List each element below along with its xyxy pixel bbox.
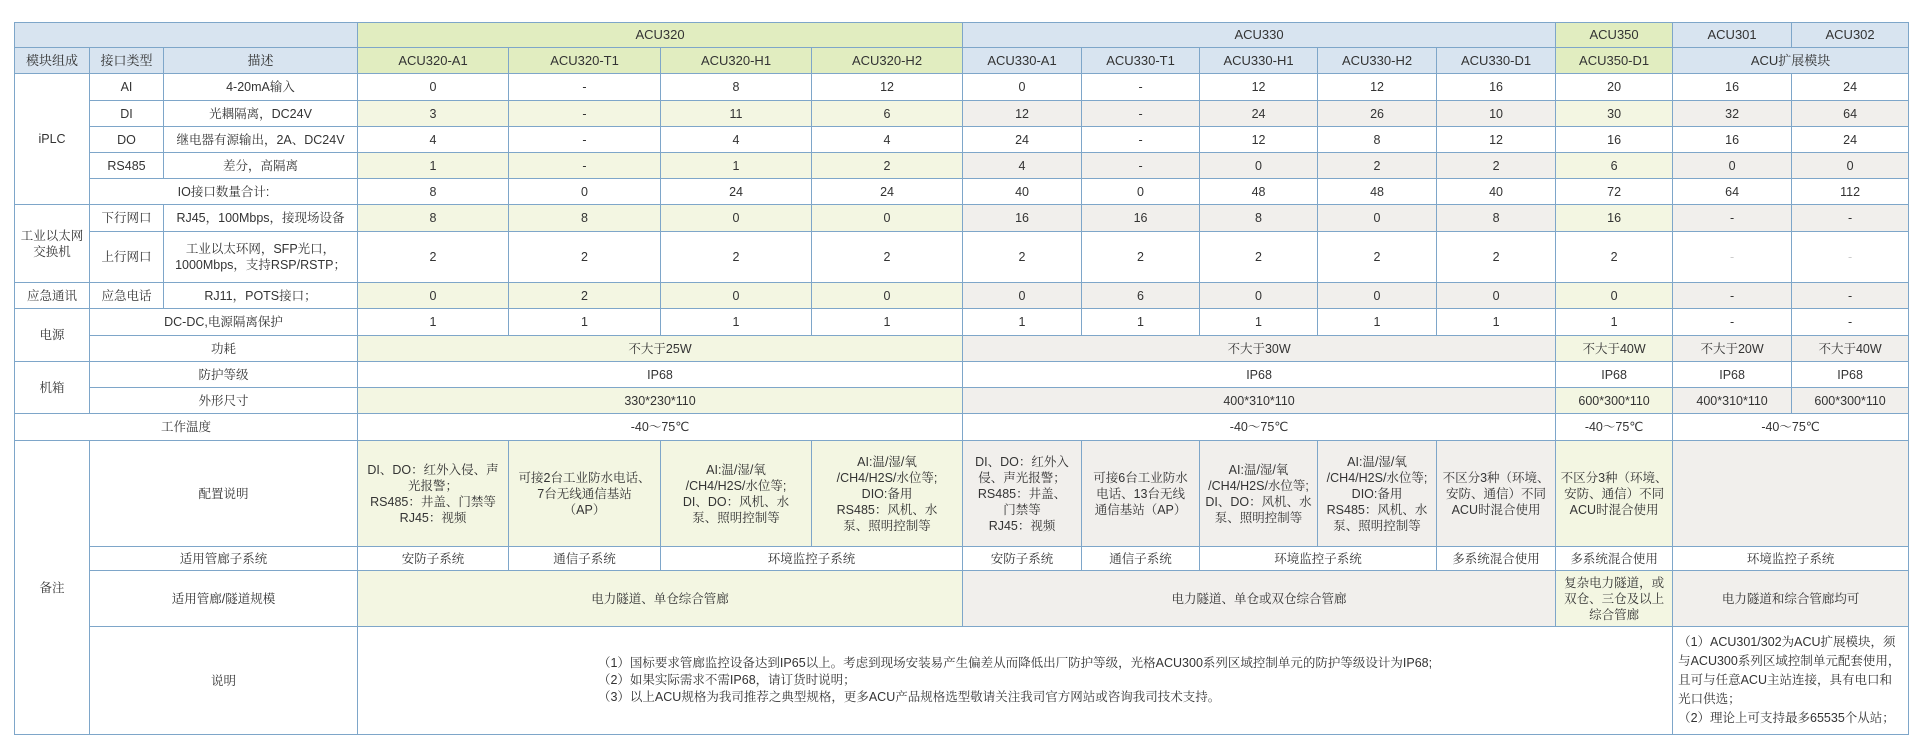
acu320-cell: -40～75℃	[358, 414, 963, 441]
value-cell: -	[1673, 309, 1792, 336]
table-cell: 适用管廊子系统	[90, 547, 358, 571]
value-cell: 1	[358, 309, 509, 336]
config-cell: 可接6台工业防水 电话、13台无线 通信基站（AP）	[1082, 441, 1200, 547]
table-cell: RS485	[90, 153, 164, 179]
value-cell: 2	[1437, 153, 1556, 179]
value-cell: 1	[1200, 309, 1318, 336]
value-cell: 11	[661, 101, 812, 127]
value-cell: 16	[1556, 127, 1673, 153]
acu302-cell: 不大于40W	[1792, 336, 1909, 362]
value-cell: -	[1792, 205, 1909, 232]
acu330-cell: 400*310*110	[963, 388, 1556, 414]
acu350-cell: IP68	[1556, 362, 1673, 388]
table-cell: 安防子系统	[358, 547, 509, 571]
table-row	[15, 627, 1909, 735]
value-cell: 1	[812, 309, 963, 336]
value-cell: 1	[1437, 309, 1556, 336]
value-cell: 16	[1556, 205, 1673, 232]
value-cell: 40	[1437, 179, 1556, 205]
table-row	[15, 336, 1909, 362]
value-cell: 12	[1200, 127, 1318, 153]
table-row	[15, 179, 1909, 205]
value-cell: 16	[963, 205, 1082, 232]
acu350-cell: 复杂电力隧道，或双仓、三仓及以上综合管廊	[1556, 571, 1673, 627]
column-header: ACU扩展模块	[1673, 48, 1909, 74]
model-header: ACU330-A1	[963, 48, 1082, 74]
value-cell: 24	[1200, 101, 1318, 127]
table-cell: 多系统混合使用	[1437, 547, 1556, 571]
value-cell: 1	[1318, 309, 1437, 336]
value-cell: 2	[1318, 153, 1437, 179]
config-cell: AI:温/湿/氧 /CH4/H2S/水位等; DIO:备用 RS485：风机、水 泵、照明控制等	[812, 441, 963, 547]
value-cell: 24	[812, 179, 963, 205]
header-row	[15, 48, 1909, 74]
value-cell: 1	[963, 309, 1082, 336]
value-cell: 12	[812, 74, 963, 101]
value-cell: 24	[1792, 127, 1909, 153]
value-cell: -	[1673, 232, 1792, 283]
value-cell: 2	[509, 232, 661, 283]
acu350-cell: 不大于40W	[1556, 336, 1673, 362]
table-cell: 环境监控子系统	[1673, 547, 1909, 571]
value-cell: 0	[1318, 283, 1437, 309]
value-cell: 8	[661, 74, 812, 101]
value-cell: 16	[1673, 127, 1792, 153]
model-header: ACU320-A1	[358, 48, 509, 74]
value-cell: 0	[1437, 283, 1556, 309]
value-cell: 2	[661, 232, 812, 283]
column-header: 接口类型	[90, 48, 164, 74]
value-cell: 8	[358, 205, 509, 232]
table-cell: IO接口数量合计:	[90, 179, 358, 205]
value-cell: 6	[1082, 283, 1200, 309]
value-cell: 1	[509, 309, 661, 336]
model-header: ACU330-T1	[1082, 48, 1200, 74]
header-row	[15, 23, 1909, 48]
table-cell: 差分，高隔离	[164, 153, 358, 179]
value-cell: 16	[1673, 74, 1792, 101]
value-cell: 2	[358, 232, 509, 283]
value-cell: 2	[1556, 232, 1673, 283]
table-cell: RJ11，POTS接口；	[164, 283, 358, 309]
group-label: 备注	[15, 441, 90, 735]
value-cell: 8	[1318, 127, 1437, 153]
model-header: ACU330-H2	[1318, 48, 1437, 74]
value-cell: 64	[1792, 101, 1909, 127]
table-cell: 环境监控子系统	[661, 547, 963, 571]
acu330-cell: 不大于30W	[963, 336, 1556, 362]
table-cell: 配置说明	[90, 441, 358, 547]
value-cell: 40	[963, 179, 1082, 205]
table-row	[15, 153, 1909, 179]
model-header: ACU320-H1	[661, 48, 812, 74]
value-cell: 12	[1200, 74, 1318, 101]
value-cell: -	[1082, 74, 1200, 101]
value-cell: 0	[963, 283, 1082, 309]
value-cell: -	[509, 101, 661, 127]
expansion-cell: -40～75℃	[1673, 414, 1909, 441]
value-cell: 0	[661, 283, 812, 309]
config-cell: 可接2台工业防水电话、 7台无线通信基站 （AP）	[509, 441, 661, 547]
table-cell: 工业以太环网，SFP光口， 1000Mbps，支持RSP/RSTP；	[164, 232, 358, 283]
value-cell: 0	[1318, 205, 1437, 232]
group-label: 机箱	[15, 362, 90, 414]
value-cell: 32	[1673, 101, 1792, 127]
model-header: ACU320-H2	[812, 48, 963, 74]
value-cell: 2	[1082, 232, 1200, 283]
group-acu350: ACU350	[1556, 23, 1673, 48]
value-cell: -	[1792, 309, 1909, 336]
value-cell: 2	[1437, 232, 1556, 283]
value-cell: 1	[1556, 309, 1673, 336]
table-cell: DC-DC,电源隔离保护	[90, 309, 358, 336]
value-cell: 1	[661, 309, 812, 336]
value-cell: -	[1082, 153, 1200, 179]
table-cell: 继电器有源输出，2A、DC24V	[164, 127, 358, 153]
value-cell: 6	[1556, 153, 1673, 179]
value-cell: 8	[509, 205, 661, 232]
model-header: ACU320-T1	[509, 48, 661, 74]
value-cell: 0	[1082, 179, 1200, 205]
group-acu320: ACU320	[358, 23, 963, 48]
table-cell: DI	[90, 101, 164, 127]
config-cell: DI、DO：红外入侵、声 光报警； RS485：井盖、门禁等 RJ45：视频	[358, 441, 509, 547]
value-cell: 1	[358, 153, 509, 179]
expansion-cell: 电力隧道和综合管廊均可	[1673, 571, 1909, 627]
value-cell: 0	[1792, 153, 1909, 179]
value-cell: 0	[358, 283, 509, 309]
value-cell: 26	[1318, 101, 1437, 127]
table-cell: 适用管廊/隧道规模	[90, 571, 358, 627]
config-cell: AI:温/湿/氧 /CH4/H2S/水位等; DI、DO：风机、水 泵、照明控制等	[1200, 441, 1318, 547]
table-row	[15, 571, 1909, 627]
value-cell: 12	[963, 101, 1082, 127]
value-cell: 6	[812, 101, 963, 127]
table-cell: 光耦隔离，DC24V	[164, 101, 358, 127]
value-cell: -	[509, 127, 661, 153]
value-cell: 10	[1437, 101, 1556, 127]
value-cell: 48	[1200, 179, 1318, 205]
table-row	[15, 74, 1909, 101]
value-cell: -	[1792, 232, 1909, 283]
group-acu330: ACU330	[963, 23, 1556, 48]
table-cell: 工作温度	[15, 414, 358, 441]
value-cell: 24	[1792, 74, 1909, 101]
acu350-cell: 600*300*110	[1556, 388, 1673, 414]
value-cell: -	[509, 74, 661, 101]
table-cell: 环境监控子系统	[1200, 547, 1437, 571]
table-cell: RJ45，100Mbps，接现场设备	[164, 205, 358, 232]
value-cell: 20	[1556, 74, 1673, 101]
table-row	[15, 388, 1909, 414]
expansion-notes-cell: （1）ACU301/302为ACU扩展模块，须与ACU300系列区域控制单元配套使用，且可与任意ACU主站连接，具有电口和光口供选； （2）理论上可支持最多65535个从站；	[1673, 627, 1909, 735]
acu320-cell: IP68	[358, 362, 963, 388]
value-cell: -	[1792, 283, 1909, 309]
value-cell: -	[1082, 101, 1200, 127]
table-cell: 防护等级	[90, 362, 358, 388]
table-cell: AI	[90, 74, 164, 101]
value-cell: 16	[1437, 74, 1556, 101]
config-cell: DI、DO：红外入 侵、声光报警； RS485：井盖、 门禁等 RJ45：视频	[963, 441, 1082, 547]
acu330-cell: 电力隧道、单仓或双仓综合管廊	[963, 571, 1556, 627]
value-cell: 2	[509, 283, 661, 309]
value-cell: 0	[1556, 283, 1673, 309]
value-cell: 112	[1792, 179, 1909, 205]
value-cell: 72	[1556, 179, 1673, 205]
value-cell: 48	[1318, 179, 1437, 205]
value-cell: 24	[963, 127, 1082, 153]
group-acu302: ACU302	[1792, 23, 1909, 48]
value-cell: 2	[1318, 232, 1437, 283]
acu350-cell: -40～75℃	[1556, 414, 1673, 441]
value-cell: 2	[963, 232, 1082, 283]
value-cell: 16	[1082, 205, 1200, 232]
model-header: ACU330-H1	[1200, 48, 1318, 74]
acu301-cell: 400*310*110	[1673, 388, 1792, 414]
table-cell: 4-20mA输入	[164, 74, 358, 101]
model-header: ACU330-D1	[1437, 48, 1556, 74]
table-row	[15, 362, 1909, 388]
column-header: 描述	[164, 48, 358, 74]
value-cell: -	[1082, 127, 1200, 153]
table-row	[15, 127, 1909, 153]
acu320-cell: 不大于25W	[358, 336, 963, 362]
table-cell: 功耗	[90, 336, 358, 362]
table-cell: 上行网口	[90, 232, 164, 283]
table-cell: DO	[90, 127, 164, 153]
value-cell: 0	[1200, 283, 1318, 309]
config-cell: 不区分3种（环境、 安防、通信）不同 ACU时混合使用	[1437, 441, 1556, 547]
table-row	[15, 101, 1909, 127]
value-cell: 2	[1200, 232, 1318, 283]
model-header: ACU350-D1	[1556, 48, 1673, 74]
table-cell: 安防子系统	[963, 547, 1082, 571]
value-cell: 0	[1673, 153, 1792, 179]
table-cell: 说明	[90, 627, 358, 735]
value-cell: 30	[1556, 101, 1673, 127]
table-cell: 通信子系统	[1082, 547, 1200, 571]
group-label: 电源	[15, 309, 90, 362]
value-cell: 2	[812, 153, 963, 179]
value-cell: 0	[963, 74, 1082, 101]
group-acu301: ACU301	[1673, 23, 1792, 48]
config-cell: AI:温/湿/氧 /CH4/H2S/水位等; DI、DO：风机、水 泵、照明控制等	[661, 441, 812, 547]
value-cell: 4	[358, 127, 509, 153]
column-header: 模块组成	[15, 48, 90, 74]
value-cell: 0	[812, 205, 963, 232]
value-cell: 1	[661, 153, 812, 179]
value-cell: 12	[1318, 74, 1437, 101]
value-cell: -	[1673, 205, 1792, 232]
config-cell: 不区分3种（环境、 安防、通信）不同 ACU时混合使用	[1556, 441, 1673, 547]
notes-text: （1）国标要求管廊监控设备达到IP65以上。考虑到现场安装易产生偏差从而降低出厂防护等级，光格ACU300系列区域控制单元的防护等级设计为IP68; （2）如果实际需求不需IP68，请订货时说明； （3）以上ACU规格为我司推荐之典型规格，更多ACU产品规格选型敬请关注我司官方网站或咨询我司技术支持。	[597, 656, 1433, 704]
group-label: 应急通讯	[15, 283, 90, 309]
table-row	[15, 232, 1909, 283]
table-cell: 通信子系统	[509, 547, 661, 571]
acu320-cell: 电力隧道、单仓综合管廊	[358, 571, 963, 627]
table-cell: 外形尺寸	[90, 388, 358, 414]
acu-spec-table	[14, 22, 1909, 735]
value-cell: -	[1673, 283, 1792, 309]
acu330-cell: -40～75℃	[963, 414, 1556, 441]
config-cell: AI:温/湿/氧 /CH4/H2S/水位等; DIO:备用 RS485：风机、水 泵、照明控制等	[1318, 441, 1437, 547]
acu330-cell: IP68	[963, 362, 1556, 388]
table-row	[15, 205, 1909, 232]
value-cell: 0	[509, 179, 661, 205]
value-cell: 64	[1673, 179, 1792, 205]
value-cell: 0	[661, 205, 812, 232]
value-cell: 4	[661, 127, 812, 153]
value-cell: 8	[1200, 205, 1318, 232]
value-cell: 0	[1200, 153, 1318, 179]
header-blank	[15, 23, 358, 48]
table-cell: 多系统混合使用	[1556, 547, 1673, 571]
acu302-cell: IP68	[1792, 362, 1909, 388]
table-row	[15, 441, 1909, 547]
value-cell: -	[509, 153, 661, 179]
value-cell: 2	[812, 232, 963, 283]
group-label: 工业以太网 交换机	[15, 205, 90, 283]
table-cell: 应急电话	[90, 283, 164, 309]
table-row	[15, 414, 1909, 441]
value-cell: 3	[358, 101, 509, 127]
value-cell: 8	[358, 179, 509, 205]
table-row	[15, 547, 1909, 571]
notes-cell	[358, 627, 1673, 735]
value-cell: 1	[1082, 309, 1200, 336]
table-row	[15, 283, 1909, 309]
acu320-cell: 330*230*110	[358, 388, 963, 414]
value-cell: 0	[812, 283, 963, 309]
acu301-cell: 不大于20W	[1673, 336, 1792, 362]
group-label: iPLC	[15, 74, 90, 205]
value-cell: 4	[963, 153, 1082, 179]
acu301-cell: IP68	[1673, 362, 1792, 388]
table-row	[15, 309, 1909, 336]
acu302-cell: 600*300*110	[1792, 388, 1909, 414]
value-cell: 12	[1437, 127, 1556, 153]
value-cell: 24	[661, 179, 812, 205]
value-cell: 4	[812, 127, 963, 153]
table-cell: 下行网口	[90, 205, 164, 232]
value-cell: 0	[358, 74, 509, 101]
config-cell	[1673, 441, 1909, 547]
value-cell: 8	[1437, 205, 1556, 232]
